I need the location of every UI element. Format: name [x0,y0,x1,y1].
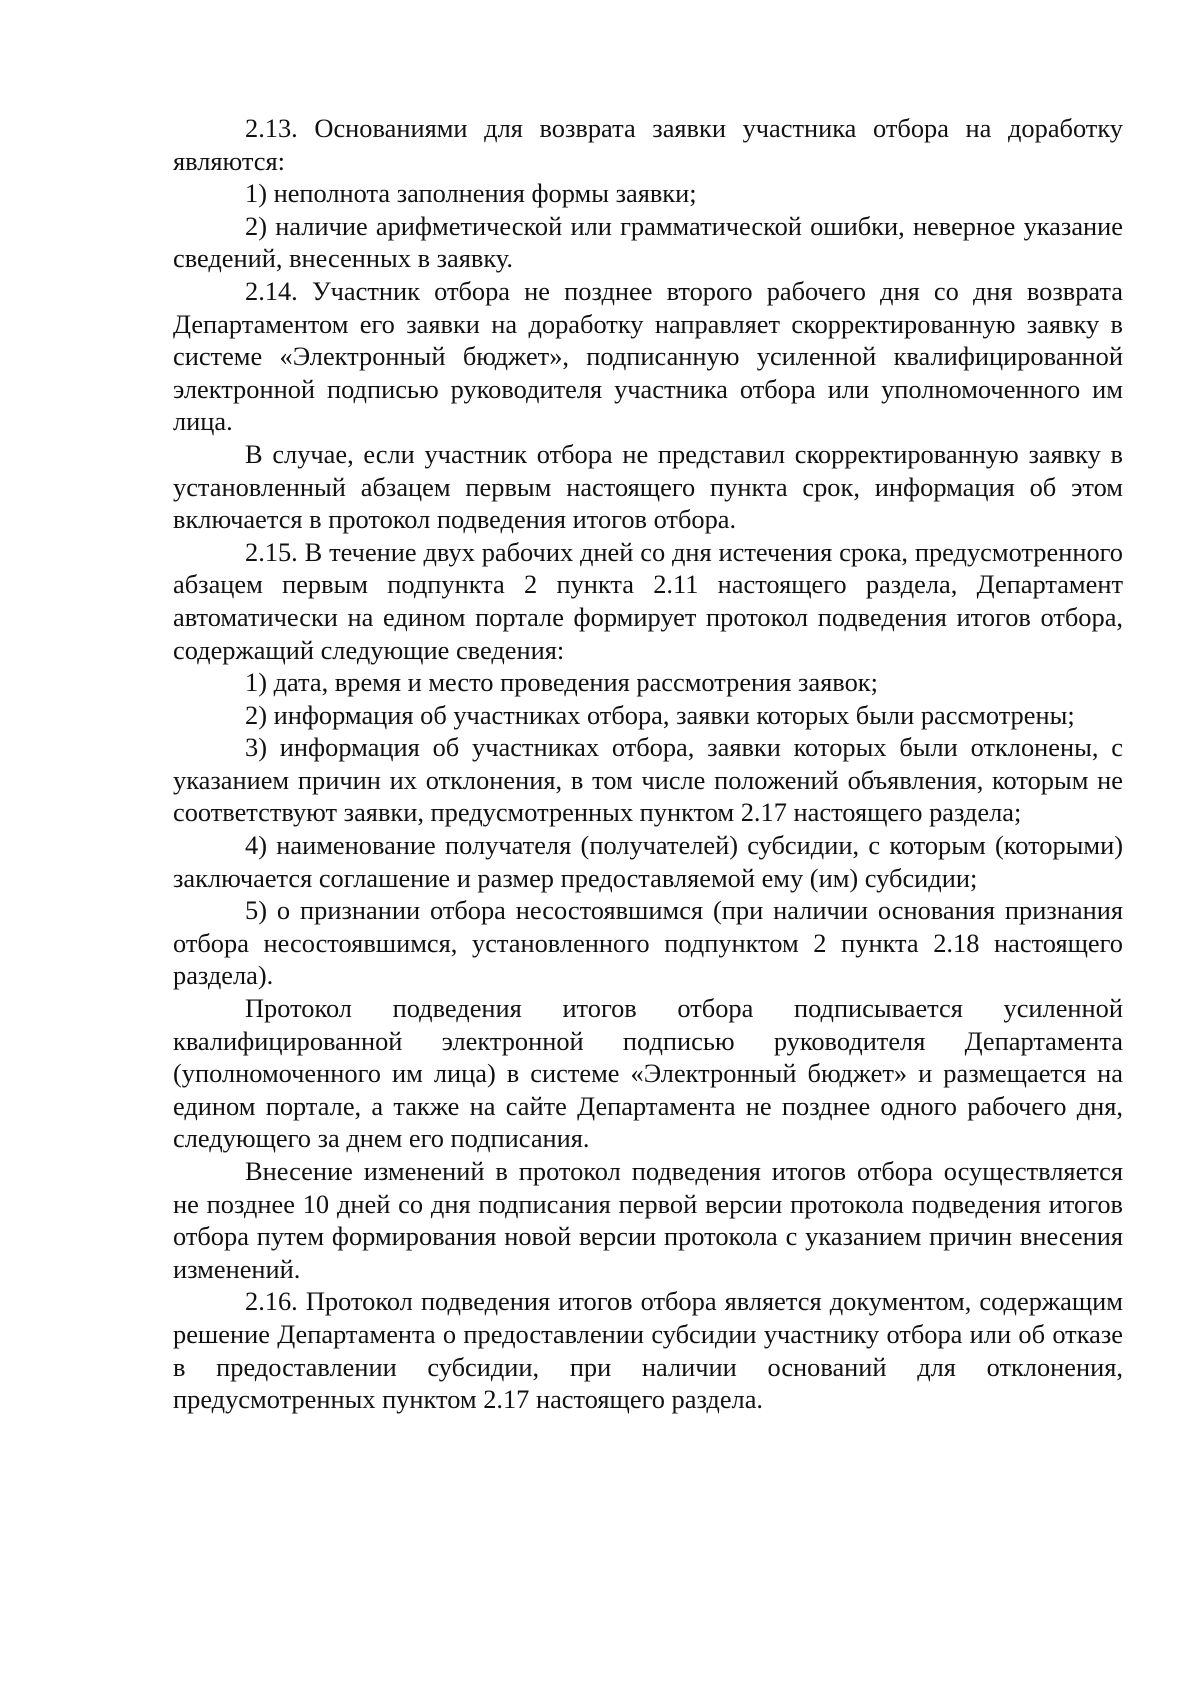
protocol-item-1: 1) дата, время и место проведения рассмотрения заявок; [245,667,878,698]
protocol-item-2: 2) информация об участниках отбора, заявки которых были рассмотрены; [245,699,1075,730]
paragraph-protocol-changes: Внесение изменений в протокол подведения итогов отбора осуществляется не позднее 10 дней со дня подписания первой версии протокола подведения итогов отбора путем формирования новой версии протокола с указанием причин внесения изменений. [173,1156,1123,1284]
paragraph-2-15: 2.15. В течение двух рабочих дней со дня истечения срока, предусмотренного абзацем первым подпункта 2 пункта 2.11 настоящего раздела, Департамент автоматически на едином портале формирует протокол подведения итогов отбора, содержащий следующие сведения: [173,536,1123,665]
paragraph-2-13: 2.13. Основаниями для возврата заявки участника отбора на доработку являются: [173,113,1123,176]
list-item-1: 1) неполнота заполнения формы заявки; [245,178,697,209]
protocol-item-3: 3) информация об участниках отбора, заявки которых были отклонены, с указанием причин их отклонения, в том числе положений объявления, которым не соответствуют заявки, предусмотренных пунктом 2.17 настоящего раздела; [173,732,1123,828]
paragraph-protocol-signing: Протокол подведения итогов отбора подписывается усиленной квалифицированной электронной подписью руководителя Департамента (уполномоченного им лица) в системе «Электронный бюджет» и размещается на едином портале, а также на сайте Департамента не позднее одного рабочего дня, следующего за днем его подписания. [173,993,1123,1154]
document-page [173,112,1123,1416]
paragraph-2-16: 2.16. Протокол подведения итогов отбора является документом, содержащим решение Департамента о предоставлении субсидии участнику отбора или об отказе в предоставлении субсидии, при наличии оснований для отклонения, предусмотренных пунктом 2.17 настоящего раздела. [173,1286,1123,1415]
paragraph-2-14-second: В случае, если участник отбора не представил скорректированную заявку в установленный абзацем первым настоящего пункта срок, информация об этом включается в протокол подведения итогов отбора. [173,438,1123,535]
protocol-item-5: 5) о признании отбора несостоявшимся (при наличии основания признания отбора несостоявшимся, установленного подпунктом 2 пункта 2.18 настоящего раздела). [173,895,1123,991]
paragraph-2-14: 2.14. Участник отбора не позднее второго рабочего дня со дня возврата Департаментом его заявки на доработку направляет скорректированную заявку в системе «Электронный бюджет», подписанную усиленной квалифицированной электронной подписью руководителя участника отбора или уполномоченного им лица. [173,275,1123,437]
list-item-2: 2) наличие арифметической или грамматической ошибки, неверное указание сведений, внесенных в заявку. [173,210,1123,274]
protocol-item-4: 4) наименование получателя (получателей) субсидии, с которым (которыми) заключается соглашение и размер предоставляемой ему (им) субсидии; [173,830,1123,893]
